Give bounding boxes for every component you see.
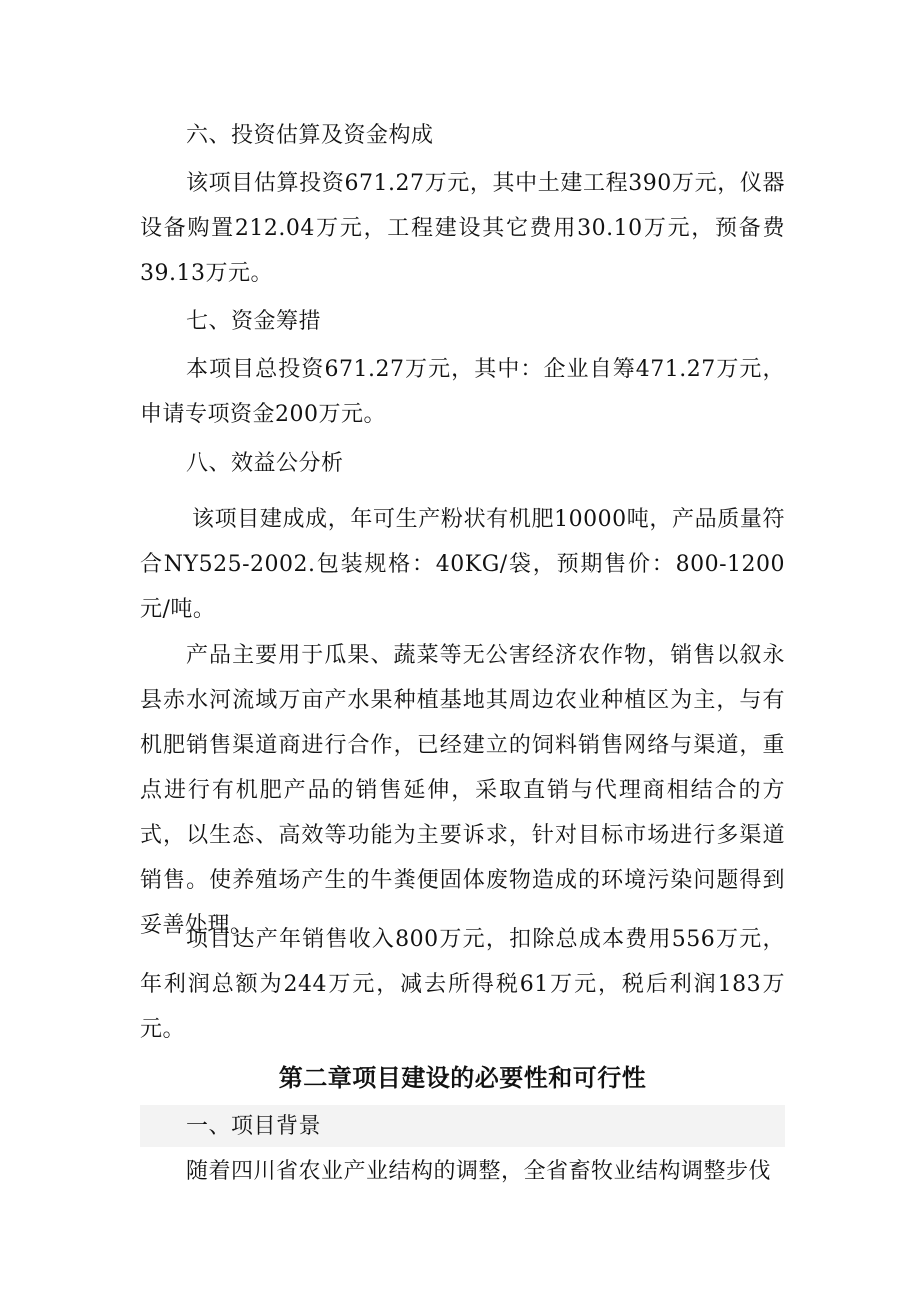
section-6-body: 该项目估算投资671.27万元，其中土建工程390万元，仪器设备购置212.04万元，工程建设其它费用30.10万元，预备费39.13万元。: [140, 171, 785, 286]
section-8-heading: 八、效益公分析: [186, 451, 344, 476]
chapter-2-section-1-heading: 一、项目背景: [186, 1114, 322, 1139]
section-8-output-paragraph: 该项目建成成，年可生产粉状有机肥10000吨，产品质量符合NY525-2002.包装规格：40KG/袋，预期售价：800-1200元/吨。: [140, 507, 785, 622]
section-8-sales-paragraph: 产品主要用于瓜果、蔬菜等无公害经济农作物，销售以叙永县赤水河流域万亩产水果种植基地其周边农业种植区为主，与有机肥销售渠道商进行合作，已经建立的饲料销售网络与渠道，重点进行有机肥产品的销售延伸，采取直销与代理商相结合的方式，以生态、高效等功能为主要诉求，针对目标市场进行多渠道销售。使养殖场产生的牛粪便固体废物造成的环境污染问题得到妥善处理。: [140, 643, 785, 938]
section-7-heading: 七、资金筹措: [186, 309, 322, 334]
chapter-2-section-1-body: 随着四川省农业产业结构的调整，全省畜牧业结构调整步伐: [186, 1159, 772, 1184]
section-7-body: 本项目总投资671.27万元，其中：企业自筹471.27万元，申请专项资金200万元。: [140, 357, 785, 427]
chapter-2-title: 第二章项目建设的必要性和可行性: [278, 1063, 647, 1092]
section-6-heading: 六、投资估算及资金构成: [186, 123, 434, 148]
section-8-profit-paragraph: 项目达产年销售收入800万元，扣除总成本费用556万元，年利润总额为244万元，减去所得税61万元，税后利润183万元。: [140, 927, 785, 1042]
